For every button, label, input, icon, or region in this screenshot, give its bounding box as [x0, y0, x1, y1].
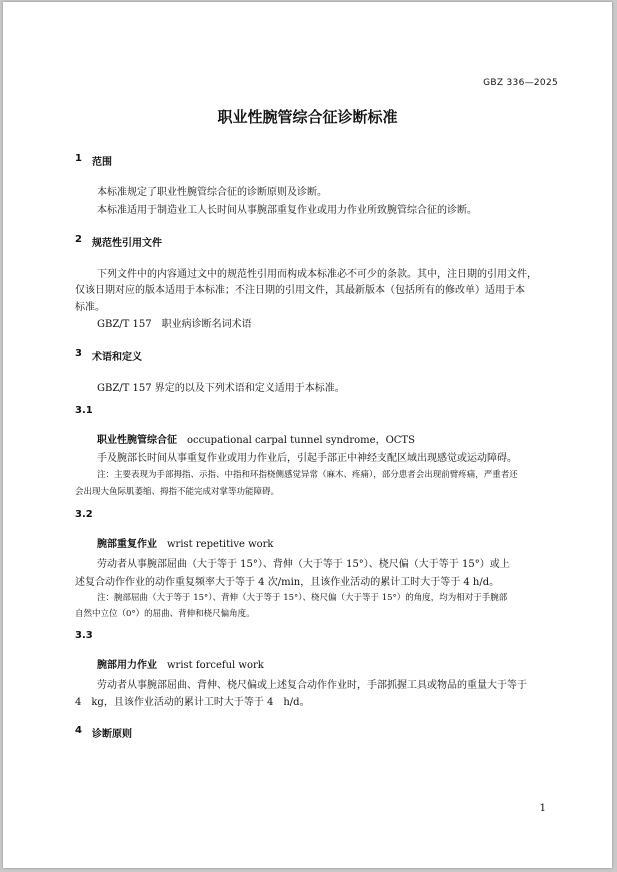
- term-3-1-note-line: 会出现大鱼际肌萎缩、拇指不能完成对掌等功能障碍。: [75, 487, 280, 497]
- normative-reference: GBZ/T 157 职业病诊断名词术语: [97, 319, 252, 330]
- section-2-number: 2: [75, 234, 82, 245]
- document-page: [3, 2, 612, 868]
- term-3-3-definition-line: 4 kg，且该作业活动的累计工时大于等于 4 h/d。: [75, 697, 310, 708]
- section-1-paragraph-2: 本标准适用于制造业工人长时间从事腕部重复作业或用力作业所致腕管综合征的诊断。: [97, 205, 477, 216]
- term-name-en: wrist repetitive work: [167, 539, 274, 550]
- section-2-paragraph-line: 下列文件中的内容通过文中的规范性引用而构成本标准必不可少的条款。其中，注日期的引用文件，: [97, 269, 537, 280]
- term-3-1-heading: [97, 428, 415, 447]
- page-number: 1: [539, 803, 546, 814]
- term-3-2-note-line: 自然中立位（0°）的屈曲、背伸和桡尺偏角度。: [75, 609, 255, 619]
- term-3-1-note-line: 注：主要表现为手部拇指、示指、中指和环指桡侧感觉异常（麻木、疼痛），部分患者会出现前臂疼痛，严重者还: [97, 470, 518, 480]
- section-2-paragraph-line: 仅该日期对应的版本适用于本标准；不注日期的引用文件，其最新版本（包括所有的修改单）适用于本: [75, 285, 525, 296]
- term-3-2-definition-line: 劳动者从事腕部屈曲（大于等于 15°）、背伸（大于等于 15°）、桡尺偏（大于等于 15°）或上: [97, 559, 510, 570]
- term-name-zh: 腕部用力作业: [97, 660, 157, 671]
- term-3-1-definition: 手及腕部长时间从事重复作业或用力作业后，引起手部正中神经支配区域出现感觉或运动障碍。: [97, 453, 517, 464]
- document-title: 职业性腕管综合征诊断标准: [217, 108, 398, 126]
- term-name-en: occupational carpal tunnel syndrome，OCTS: [187, 435, 415, 446]
- term-3-3-definition-line: 劳动者从事腕部屈曲、背伸、桡尺偏或上述复合动作作业时，手部抓握工具或物品的重量大于等于: [97, 680, 527, 691]
- term-3-2-number: 3.2: [75, 509, 93, 520]
- term-name-zh: 职业性腕管综合征: [97, 435, 177, 446]
- section-3-title: 术语和定义: [92, 352, 142, 363]
- section-4-title: 诊断原则: [92, 729, 132, 740]
- term-3-3-heading: [97, 653, 264, 672]
- section-1-number: 1: [75, 153, 82, 164]
- section-2-paragraph-line: 标准。: [75, 302, 105, 313]
- term-3-2-heading: [97, 532, 273, 551]
- term-3-1-number: 3.1: [75, 405, 93, 416]
- term-3-2-note-line: 注：腕部屈曲（大于等于 15°）、背伸（大于等于 15°）、桡尺偏（大于等于 15°）的角度，均为相对于手腕部: [97, 593, 508, 603]
- section-2-title: 规范性引用文件: [92, 238, 162, 249]
- term-3-2-definition-line: 述复合动作作业的动作重复频率大于等于 4 次/min，且该作业活动的累计工时大于等于 4 h/d。: [75, 577, 500, 588]
- section-1-paragraph-1: 本标准规定了职业性腕管综合征的诊断原则及诊断。: [97, 187, 327, 198]
- term-3-3-number: 3.3: [75, 630, 93, 641]
- term-name-zh: 腕部重复作业: [97, 539, 157, 550]
- section-3-number: 3: [75, 348, 82, 359]
- section-1-title: 范围: [92, 157, 112, 168]
- section-4-number: 4: [75, 725, 82, 736]
- section-3-paragraph: GBZ/T 157 界定的以及下列术语和定义适用于本标准。: [97, 383, 345, 394]
- term-name-en: wrist forceful work: [167, 660, 264, 671]
- standard-code: GBZ 336—2025: [483, 78, 558, 88]
